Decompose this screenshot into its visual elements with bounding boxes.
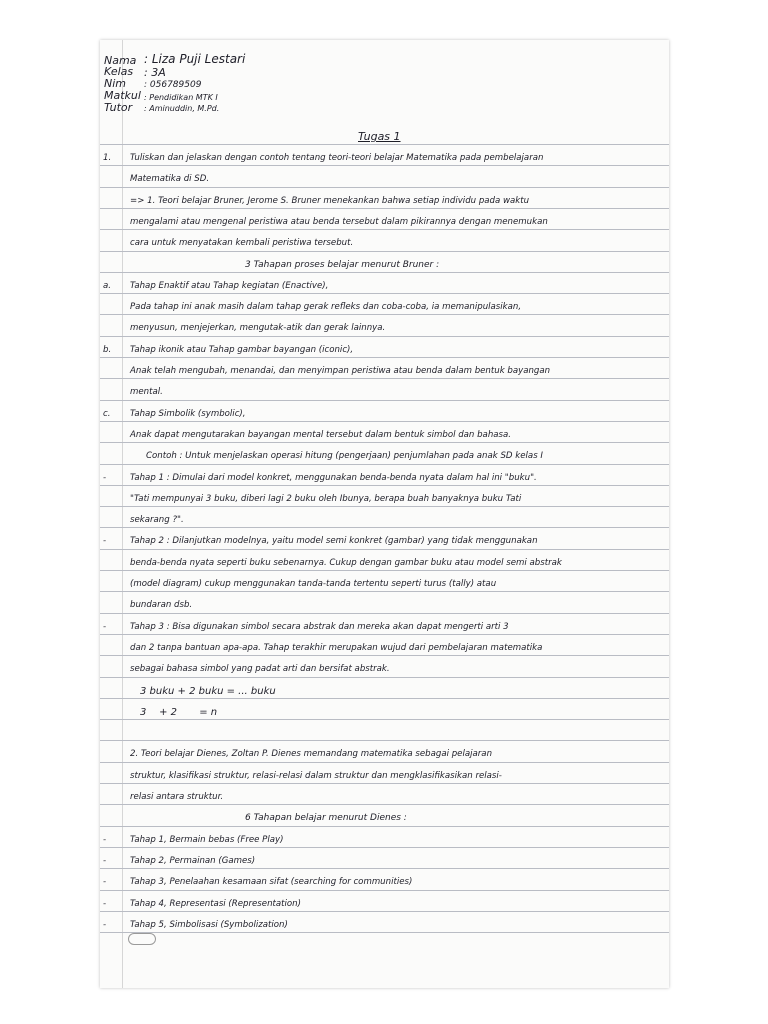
handwritten-line: Tahap ikonik atau Tahap gambar bayangan (iconic), (130, 345, 354, 355)
handwritten-line: Tahap 5, Simbolisasi (Symbolization) (130, 920, 288, 930)
rule-line (100, 783, 669, 784)
rule-line (100, 293, 669, 294)
margin-line (122, 40, 123, 988)
handwritten-line: Matematika di SD. (130, 174, 210, 184)
rule-line (100, 549, 669, 550)
rule-line (100, 144, 669, 145)
line-marker: a. (103, 281, 111, 291)
handwritten-line: Anak dapat mengutarakan bayangan mental tersebut dalam bentuk simbol dan bahasa. (130, 430, 512, 440)
handwritten-line: => 1. Teori belajar Bruner, Jerome S. Bruner menekankan bahwa setiap individu pada waktu (130, 196, 530, 206)
rule-line (100, 890, 669, 891)
rule-line (100, 655, 669, 656)
line-marker: 1. (103, 153, 112, 163)
rule-line (100, 251, 669, 252)
handwritten-line: "Tati mempunyai 3 buku, diberi lagi 2 buku oleh Ibunya, berapa buah banyaknya buku Tati (130, 494, 522, 504)
handwritten-line: (model diagram) cukup menggunakan tanda-tanda tertentu seperti turus (tally) atau (130, 579, 497, 589)
handwritten-line: Anak telah mengubah, menandai, dan menyimpan peristiwa atau benda dalam bentuk bayangan (130, 366, 551, 376)
rule-line (100, 421, 669, 422)
rule-line (100, 762, 669, 763)
nama-label: Nama (104, 54, 137, 67)
handwritten-line: Contoh : Untuk menjelaskan operasi hitung (pengerjaan) penjumlahan pada anak SD kelas I (146, 451, 543, 461)
rule-line (100, 357, 669, 358)
tutor-value: : Aminuddin, M.Pd. (144, 104, 220, 113)
handwritten-line: Tahap Enaktif atau Tahap kegiatan (Enactive), (130, 281, 329, 291)
handwritten-line: Tahap 2, Permainan (Games) (130, 856, 256, 866)
rule-line (100, 165, 669, 166)
rule-line (100, 847, 669, 848)
handwritten-line: menyusun, menjejerkan, mengutak-atik dan gerak lainnya. (130, 323, 386, 333)
rule-line (100, 378, 669, 379)
rule-line (100, 314, 669, 315)
handwritten-line: Pada tahap ini anak masih dalam tahap gerak refleks dan coba-coba, ia memanipulasikan, (130, 302, 522, 312)
line-marker: b. (103, 345, 112, 355)
page-title: Tugas 1 (358, 130, 401, 143)
handwritten-line: mental. (130, 387, 163, 397)
rule-line (100, 698, 669, 699)
rule-line (100, 527, 669, 528)
matkul-value: : Pendidikan MTK I (144, 93, 218, 102)
handwritten-line: benda-benda nyata seperti buku sebenarnya. Cukup dengan gambar buku atau model semi abstrak (130, 558, 562, 568)
line-marker: - (103, 877, 107, 887)
handwritten-line: dan 2 tanpa bantuan apa-apa. Tahap terakhir merupakan wujud dari pembelajaran matematika (130, 643, 543, 653)
handwritten-line: 6 Tahapan belajar menurut Dienes : (245, 813, 407, 823)
rule-line (100, 187, 669, 188)
rule-line (100, 336, 669, 337)
rule-line (100, 911, 669, 912)
handwritten-line: Tahap 3 : Bisa digunakan simbol secara abstrak dan mereka akan dapat mengerti arti 3 (130, 622, 509, 632)
matkul-label: Matkul (104, 89, 141, 102)
rule-line (100, 591, 669, 592)
handwritten-line: 3 Tahapan proses belajar menurut Bruner : (245, 260, 440, 270)
notebook-page (100, 40, 669, 988)
handwritten-line: Tahap 3, Penelaahan kesamaan sifat (searching for communities) (130, 877, 413, 887)
line-marker: c. (103, 409, 111, 419)
nim-value: : 056789509 (144, 80, 202, 90)
handwritten-line: relasi antara struktur. (130, 792, 224, 802)
tutor-label: Tutor (104, 101, 133, 114)
handwritten-line: Tahap 4, Representasi (Representation) (130, 899, 301, 909)
line-marker: - (103, 536, 107, 546)
nama-value: : Liza Puji Lestari (144, 52, 246, 66)
line-marker: - (103, 622, 107, 632)
rule-line (100, 229, 669, 230)
rule-line (100, 570, 669, 571)
handwritten-line: 2. Teori belajar Dienes, Zoltan P. Dienes memandang matematika sebagai pelajaran (130, 749, 493, 759)
rule-line (100, 634, 669, 635)
rule-line (100, 740, 669, 741)
handwritten-line: cara untuk menyatakan kembali peristiwa tersebut. (130, 238, 354, 248)
line-marker: - (103, 899, 107, 909)
handwritten-line: sekarang ?". (130, 515, 184, 525)
handwritten-line: Tahap 2 : Dilanjutkan modelnya, yaitu model semi konkret (gambar) yang tidak menggunakan (130, 536, 538, 546)
rule-line (100, 677, 669, 678)
rule-line (100, 826, 669, 827)
line-marker: - (103, 920, 107, 930)
rule-line (100, 272, 669, 273)
rule-line (100, 400, 669, 401)
handwritten-line: struktur, klasifikasi struktur, relasi-relasi dalam struktur dan mengklasifikasikan relasi- (130, 771, 502, 781)
rule-line (100, 719, 669, 720)
rule-line (100, 464, 669, 465)
rule-line (100, 804, 669, 805)
handwritten-line: sebagai bahasa simbol yang padat arti dan bersifat abstrak. (130, 664, 390, 674)
rule-line (100, 613, 669, 614)
handwritten-line: 3 buku + 2 buku = ... buku (140, 686, 276, 697)
rule-line (100, 506, 669, 507)
handwritten-line: Tahap 1 : Dimulai dari model konkret, menggunakan benda-benda nyata dalam hal ini "buku". (130, 473, 537, 483)
line-marker: - (103, 856, 107, 866)
nim-label: Nim (104, 77, 126, 90)
rule-line (100, 868, 669, 869)
page-stamp (128, 933, 156, 945)
handwritten-line: Tuliskan dan jelaskan dengan contoh tentang teori-teori belajar Matematika pada pembelajaran (130, 153, 544, 163)
kelas-label: Kelas (104, 65, 134, 78)
handwritten-line: mengalami atau mengenal peristiwa atau benda tersebut dalam pikirannya dengan menemukan (130, 217, 548, 227)
rule-line (100, 932, 669, 933)
handwritten-line: 3 + 2 = n (140, 707, 218, 718)
handwritten-line: Tahap 1, Bermain bebas (Free Play) (130, 835, 284, 845)
kelas-value: : 3A (144, 66, 166, 79)
rule-line (100, 208, 669, 209)
rule-line (100, 485, 669, 486)
rule-line (100, 442, 669, 443)
handwritten-line: bundaran dsb. (130, 600, 193, 610)
handwritten-line: Tahap Simbolik (symbolic), (130, 409, 246, 419)
line-marker: - (103, 835, 107, 845)
line-marker: - (103, 473, 107, 483)
